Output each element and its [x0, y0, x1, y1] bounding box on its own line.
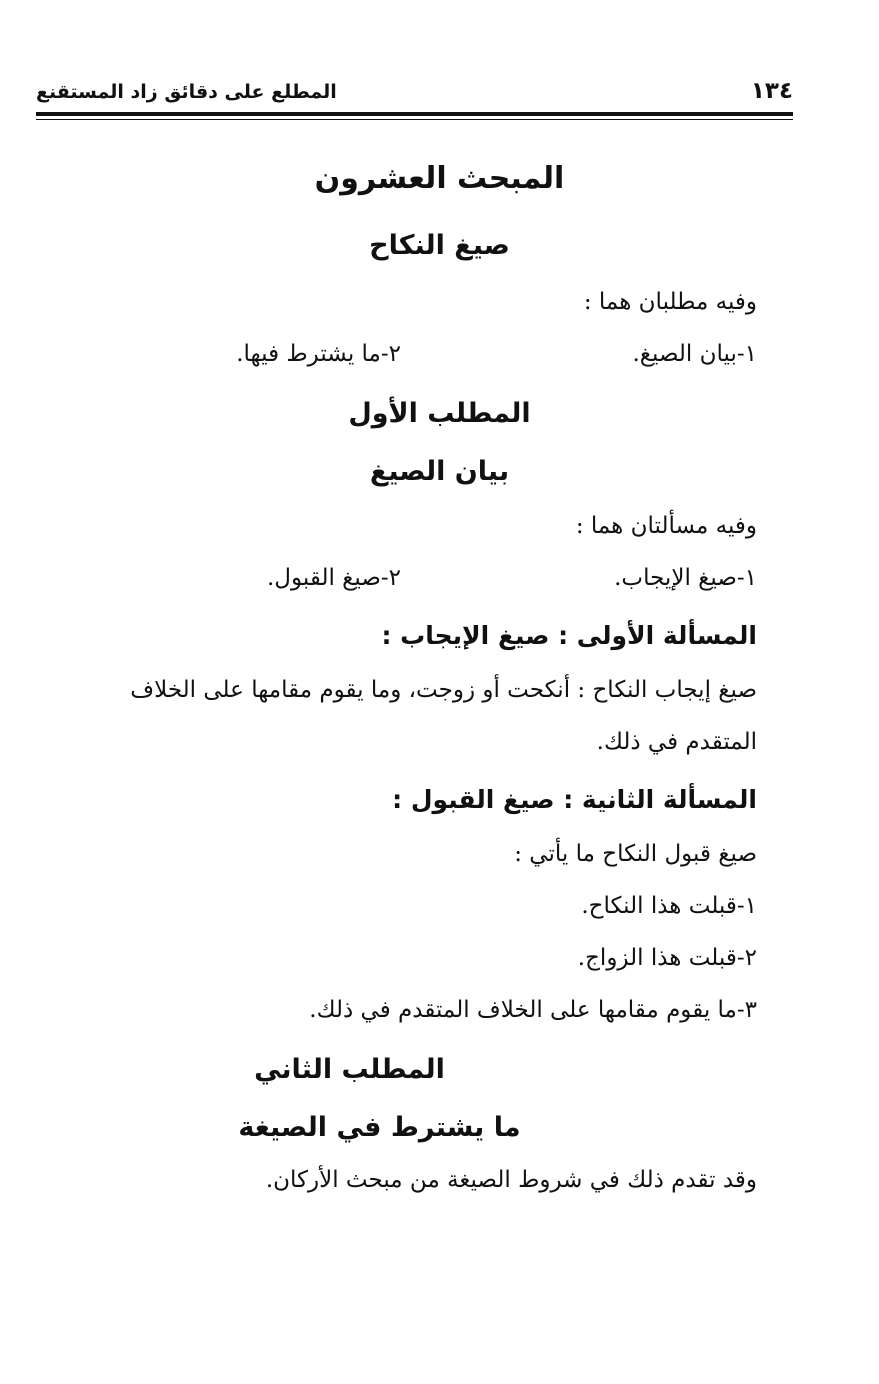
issue-1-body-line-1: صيغ إيجاب النكاح : أنكحت أو زوجت، وما يقوم مقامها على الخلاف: [130, 677, 757, 703]
section-2-subtitle: ما يشترط في الصيغة: [238, 1112, 521, 1143]
section-1-item-2: ٢-صيغ القبول.: [266, 565, 401, 591]
intro-text: وفيه مطلبان هما :: [583, 289, 757, 315]
section-1-subtitle: بيان الصيغ: [369, 456, 510, 487]
chapter-title: المبحث العشرون: [314, 161, 565, 196]
book-title: المطلع على دقائق زاد المستقنع: [36, 81, 337, 103]
issue-2-item-1: ١-قبلت هذا النكاح.: [581, 893, 757, 919]
intro-item-1: ١-بيان الصيغ.: [632, 341, 757, 367]
section-1-item-1: ١-صيغ الإيجاب.: [614, 565, 757, 591]
issue-2-title: المسألة الثانية : صيغ القبول :: [392, 785, 757, 814]
intro-item-2: ٢-ما يشترط فيها.: [236, 341, 401, 367]
section-1-title: المطلب الأول: [348, 398, 531, 429]
header-rule-thick: [36, 112, 793, 116]
issue-2-item-2: ٢-قبلت هذا الزواج.: [577, 945, 757, 971]
header-rule-thin: [36, 119, 793, 120]
page-header: [36, 74, 793, 106]
section-2-title: المطلب الثاني: [254, 1054, 445, 1085]
issue-1-title: المسألة الأولى : صيغ الإيجاب :: [381, 621, 757, 650]
section-2-body: وقد تقدم ذلك في شروط الصيغة من مبحث الأركان.: [265, 1167, 757, 1193]
issue-2-item-3: ٣-ما يقوم مقامها على الخلاف المتقدم في ذلك.: [309, 997, 757, 1023]
section-1-intro: وفيه مسألتان هما :: [575, 513, 757, 539]
issue-2-intro: صيغ قبول النكاح ما يأتي :: [514, 841, 757, 867]
page-number: ١٣٤: [750, 78, 793, 104]
chapter-subtitle: صيغ النكاح: [369, 230, 510, 261]
issue-1-body-line-2: المتقدم في ذلك.: [596, 729, 757, 755]
